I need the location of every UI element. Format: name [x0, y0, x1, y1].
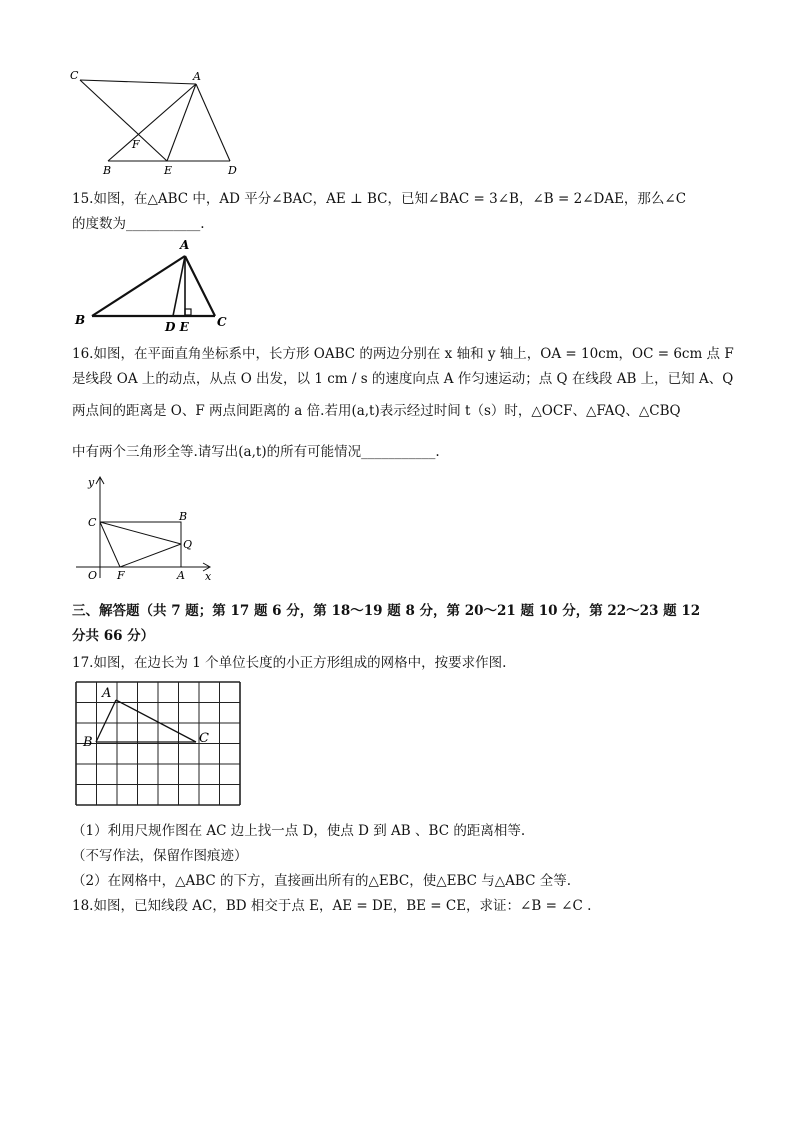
segment-AB — [96, 700, 116, 742]
q16-line2: 是线段 OA 上的动点，从点 O 出发，以 1 cm / s 的速度向点 A 作匀速运动；点 Q 在线段 AB 上，已知 A、Q — [72, 371, 734, 387]
segment-AD — [173, 256, 185, 316]
label-B: B — [179, 510, 188, 523]
figure-q15 — [70, 236, 240, 334]
label-C: C — [217, 315, 227, 329]
segment-CA — [80, 80, 196, 84]
figure-q14 — [60, 66, 250, 178]
label-x: x — [205, 570, 212, 583]
figure-q16 — [74, 474, 224, 586]
label-DE: D E — [165, 320, 189, 334]
label-y: y — [88, 476, 95, 489]
q15-line1: 15.如图，在△ABC 中，AD 平分∠BAC，AE ⊥ BC，已知∠BAC = 3∠B，∠B = 2∠DAE，那么∠C — [72, 191, 687, 207]
label-Q: Q — [183, 538, 193, 551]
label-D: D — [228, 164, 237, 177]
label-E: E — [164, 164, 173, 177]
segment-CQ — [100, 522, 181, 544]
label-A: A — [177, 569, 185, 582]
right-angle-mark — [185, 309, 191, 315]
figure-q17-grid — [74, 680, 242, 810]
q17-part1: （1）利用尺规作图在 AC 边上找一点 D，使点 D 到 AB 、BC 的距离相等. — [72, 823, 526, 839]
label-F: F — [132, 138, 140, 151]
section3-heading-line2: 分共 66 分） — [72, 628, 155, 644]
label-B: B — [75, 313, 86, 327]
rectangle-OABC — [100, 522, 181, 567]
segment-CF — [100, 522, 120, 567]
q16-line4: 中有两个三角形全等.请写出(a,t)的所有可能情况___________. — [72, 444, 440, 460]
label-A: A — [180, 238, 190, 252]
grid-lines — [76, 682, 240, 805]
q16-line3: 两点间的距离是 O、F 两点间距离的 a 倍.若用(a,t)表示经过时间 t（s）时，△OCF、△FAQ、△CBQ — [72, 403, 681, 419]
q17-intro: 17.如图，在边长为 1 个单位长度的小正方形组成的网格中，按要求作图. — [72, 655, 507, 671]
label-C: C — [70, 69, 79, 82]
segment-FQ — [120, 544, 181, 567]
q17-part2: （2）在网格中，△ABC 的下方，直接画出所有的△EBC，使△EBC 与△ABC 全等. — [72, 873, 571, 889]
label-F: F — [117, 569, 125, 582]
segment-AE — [167, 84, 196, 161]
q16-line1: 16.如图，在平面直角坐标系中，长方形 OABC 的两边分别在 x 轴和 y 轴上，OA = 10cm，OC = 6cm 点 F — [72, 346, 734, 362]
segment-AD — [196, 84, 230, 161]
segment-AC — [116, 700, 196, 742]
q15-line2: 的度数为___________. — [72, 216, 205, 232]
section3-heading-line1: 三、解答题（共 7 题；第 17 题 6 分，第 18～19 题 8 分，第 20～21 题 10 分，第 22～23 题 12 — [72, 603, 701, 619]
label-B: B — [103, 164, 112, 177]
label-O: O — [88, 569, 98, 582]
segment-BA — [92, 256, 185, 316]
q18-text: 18.如图，已知线段 AC，BD 相交于点 E，AE = DE，BE = CE，求证：∠B = ∠C . — [72, 898, 592, 914]
label-B: B — [83, 735, 93, 750]
label-C: C — [88, 516, 97, 529]
q17-part1-note: （不写作法，保留作图痕迹） — [72, 848, 248, 864]
segment-AC — [185, 256, 215, 316]
label-A: A — [102, 686, 112, 701]
segment-AB — [108, 84, 196, 161]
label-A: A — [193, 70, 201, 83]
label-C: C — [199, 731, 209, 746]
